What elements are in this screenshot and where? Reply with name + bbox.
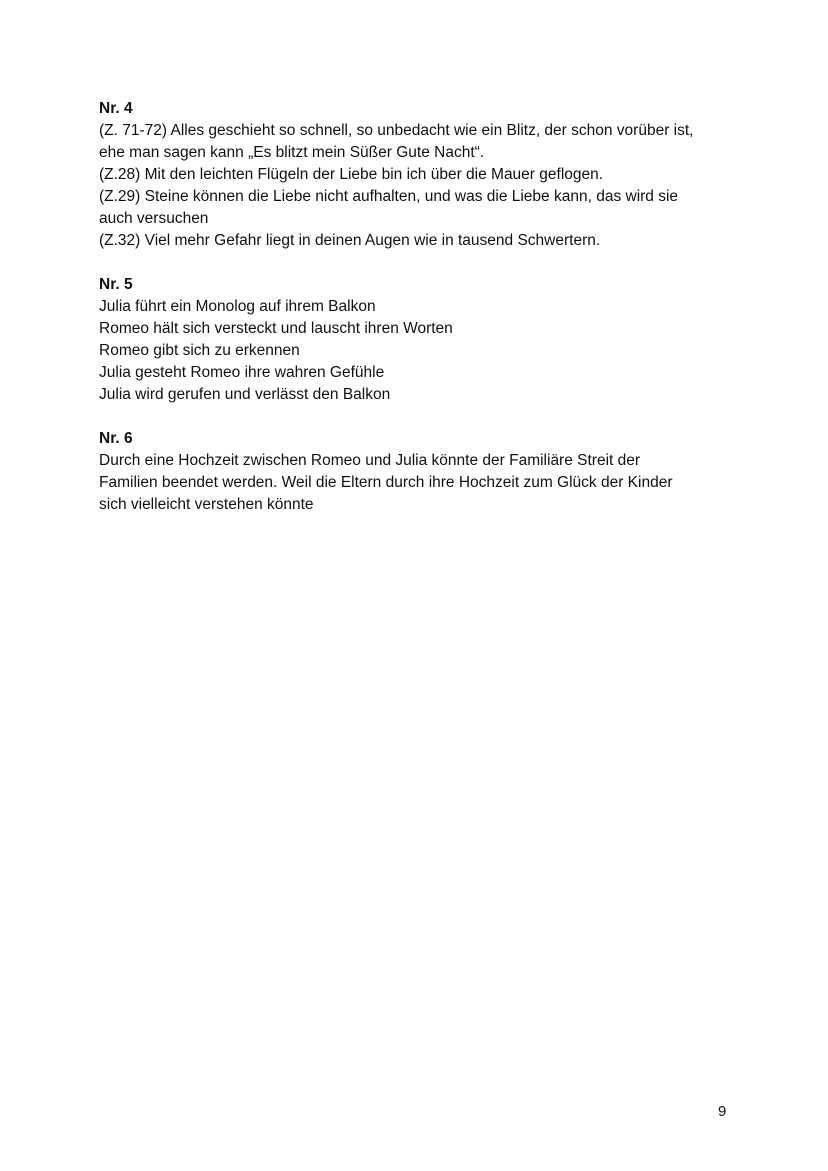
- text-line: Durch eine Hochzeit zwischen Romeo und Julia könnte der Familiäre Streit der: [99, 452, 641, 469]
- page-number: 9: [718, 1103, 727, 1120]
- text-line: (Z.32) Viel mehr Gefahr liegt in deinen Augen wie in tausend Schwertern.: [99, 232, 601, 249]
- text-line: Julia gesteht Romeo ihre wahren Gefühle: [99, 364, 385, 381]
- text-line: Romeo gibt sich zu erkennen: [99, 342, 300, 359]
- text-line: (Z. 71-72) Alles geschieht so schnell, so unbedacht wie ein Blitz, der schon vorüber ist,: [99, 122, 694, 139]
- text-line: Julia wird gerufen und verlässt den Balkon: [99, 386, 391, 403]
- text-line: ehe man sagen kann „Es blitzt mein Süßer Gute Nacht“.: [99, 144, 485, 161]
- text-line: sich vielleicht verstehen könnte: [99, 496, 314, 513]
- section-heading: Nr. 5: [99, 276, 133, 293]
- section-nr-6: [99, 428, 739, 516]
- section-nr-4: [99, 98, 739, 252]
- text-line: (Z.28) Mit den leichten Flügeln der Liebe bin ich über die Mauer geflogen.: [99, 166, 604, 183]
- document-body: [99, 98, 739, 538]
- text-line: (Z.29) Steine können die Liebe nicht aufhalten, und was die Liebe kann, das wird sie: [99, 188, 679, 205]
- section-heading: Nr. 4: [99, 100, 133, 117]
- section-heading: Nr. 6: [99, 430, 133, 447]
- section-nr-5: [99, 274, 739, 406]
- text-line: Romeo hält sich versteckt und lauscht ihren Worten: [99, 320, 453, 337]
- text-line: Familien beendet werden. Weil die Eltern durch ihre Hochzeit zum Glück der Kinder: [99, 474, 673, 491]
- text-line: Julia führt ein Monolog auf ihrem Balkon: [99, 298, 376, 315]
- text-line: auch versuchen: [99, 210, 209, 227]
